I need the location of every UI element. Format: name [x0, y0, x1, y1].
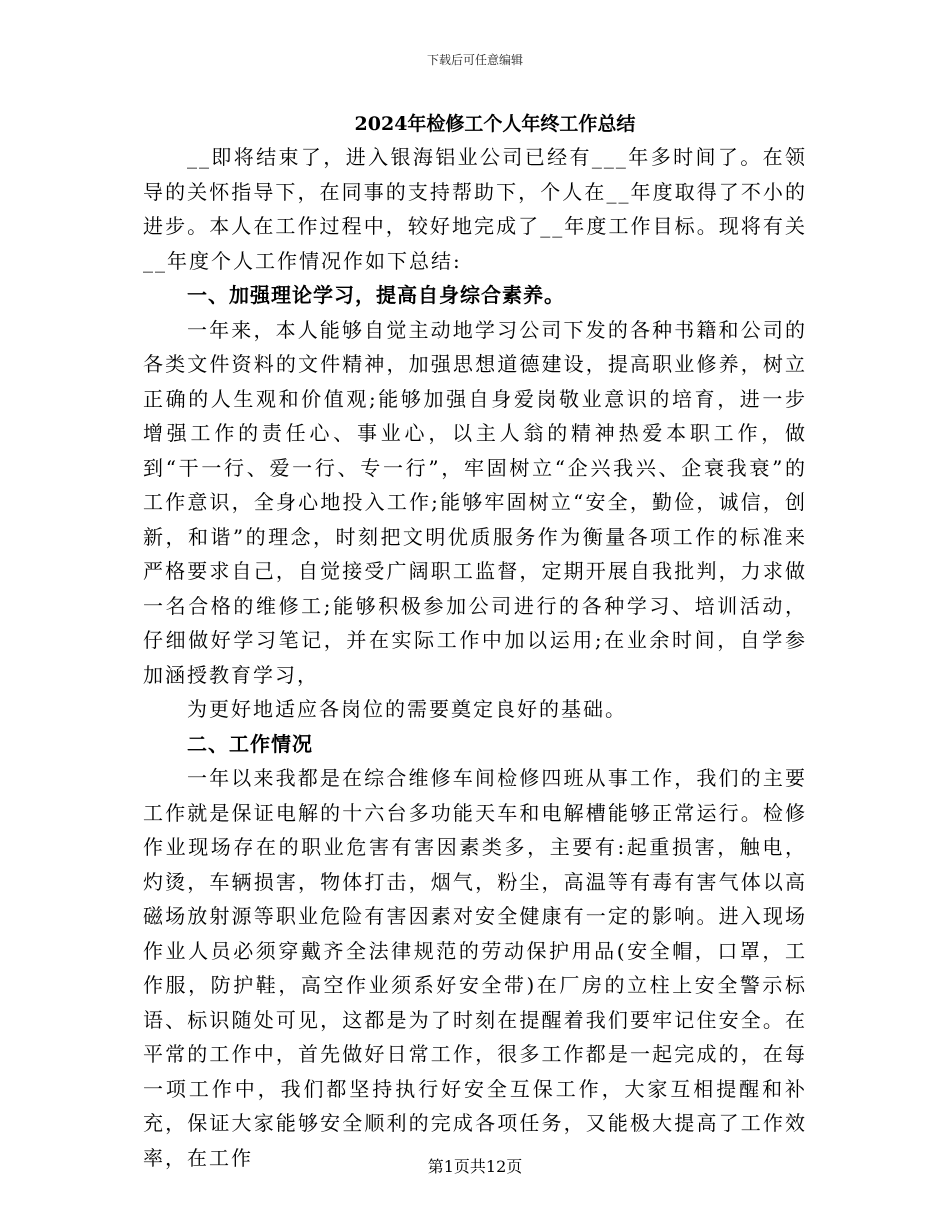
study-closing-paragraph: 为更好地适应各岗位的需要奠定良好的基础。	[187, 697, 627, 721]
section-heading-work: 二、工作情况	[187, 731, 313, 756]
page-number-footer: 第1页共12页	[427, 1157, 523, 1176]
intro-paragraph: __即将结束了，进入银海铝业公司已经有___年多时间了。在领导的关怀指导下，在同事的支持帮助下，个人在__年度取得了不小的进步。本人在工作过程中，较好地完成了__年度工作目标。现将有关__年度个人工作情况作如下总结:	[143, 145, 807, 273]
document-title: 2024年检修工个人年终工作总结	[354, 113, 636, 135]
section-heading-study: 一、加强理论学习，提高自身综合素养。	[187, 283, 565, 307]
study-paragraph: 一年来，本人能够自觉主动地学习公司下发的各种书籍和公司的各类文件资料的文件精神，加强思想道德建设，提高职业修养，树立正确的人生观和价值观;能够加强自身爱岗敬业意识的培育，进一步增强工作的责任心、事业心，以主人翁的精神热爱本职工作，做到“干一行、爱一行、专一行”，牢固树立“企兴我兴、企衰我衰”的工作意识，全身心地投入工作;能够牢固树立“安全，勤俭，诚信，创新，和谐”的理念，时刻把文明优质服务作为衡量各项工作的标准来严格要求自己，自觉接受广阔职工监督，定期开展自我批判，力求做一名合格的维修工;能够积极参加公司进行的各种学习、培训活动，仔细做好学习笔记，并在实际工作中加以运用;在业余时间，自学参加涵授教育学习，	[143, 317, 807, 687]
header-note: 下载后可任意编辑	[426, 53, 523, 67]
work-paragraph: 一年以来我都是在综合维修车间检修四班从事工作，我们的主要工作就是保证电解的十六台多功能天车和电解槽能够正常运行。检修作业现场存在的职业危害有害因素类多，主要有:起重损害，触电，灼烫，车辆损害，物体打击，烟气，粉尘，高温等有毒有害气体以高磁场放射源等职业危险有害因素对安全健康有一定的影响。进入现场作业人员必须穿戴齐全法律规范的劳动保护用品(安全帽，口罩，工作服，防护鞋，高空作业须系好安全带)在厂房的立柱上安全警示标语、标识随处可见，这都是为了时刻在提醒着我们要牢记住安全。在平常的工作中，首先做好日常工作，很多工作都是一起完成的，在每一项工作中，我们都坚持执行好安全互保工作，大家互相提醒和补充，保证大家能够安全顺利的完成各项任务，又能极大提高了工作效率，在工作	[143, 766, 807, 1170]
document-body	[143, 140, 807, 1175]
